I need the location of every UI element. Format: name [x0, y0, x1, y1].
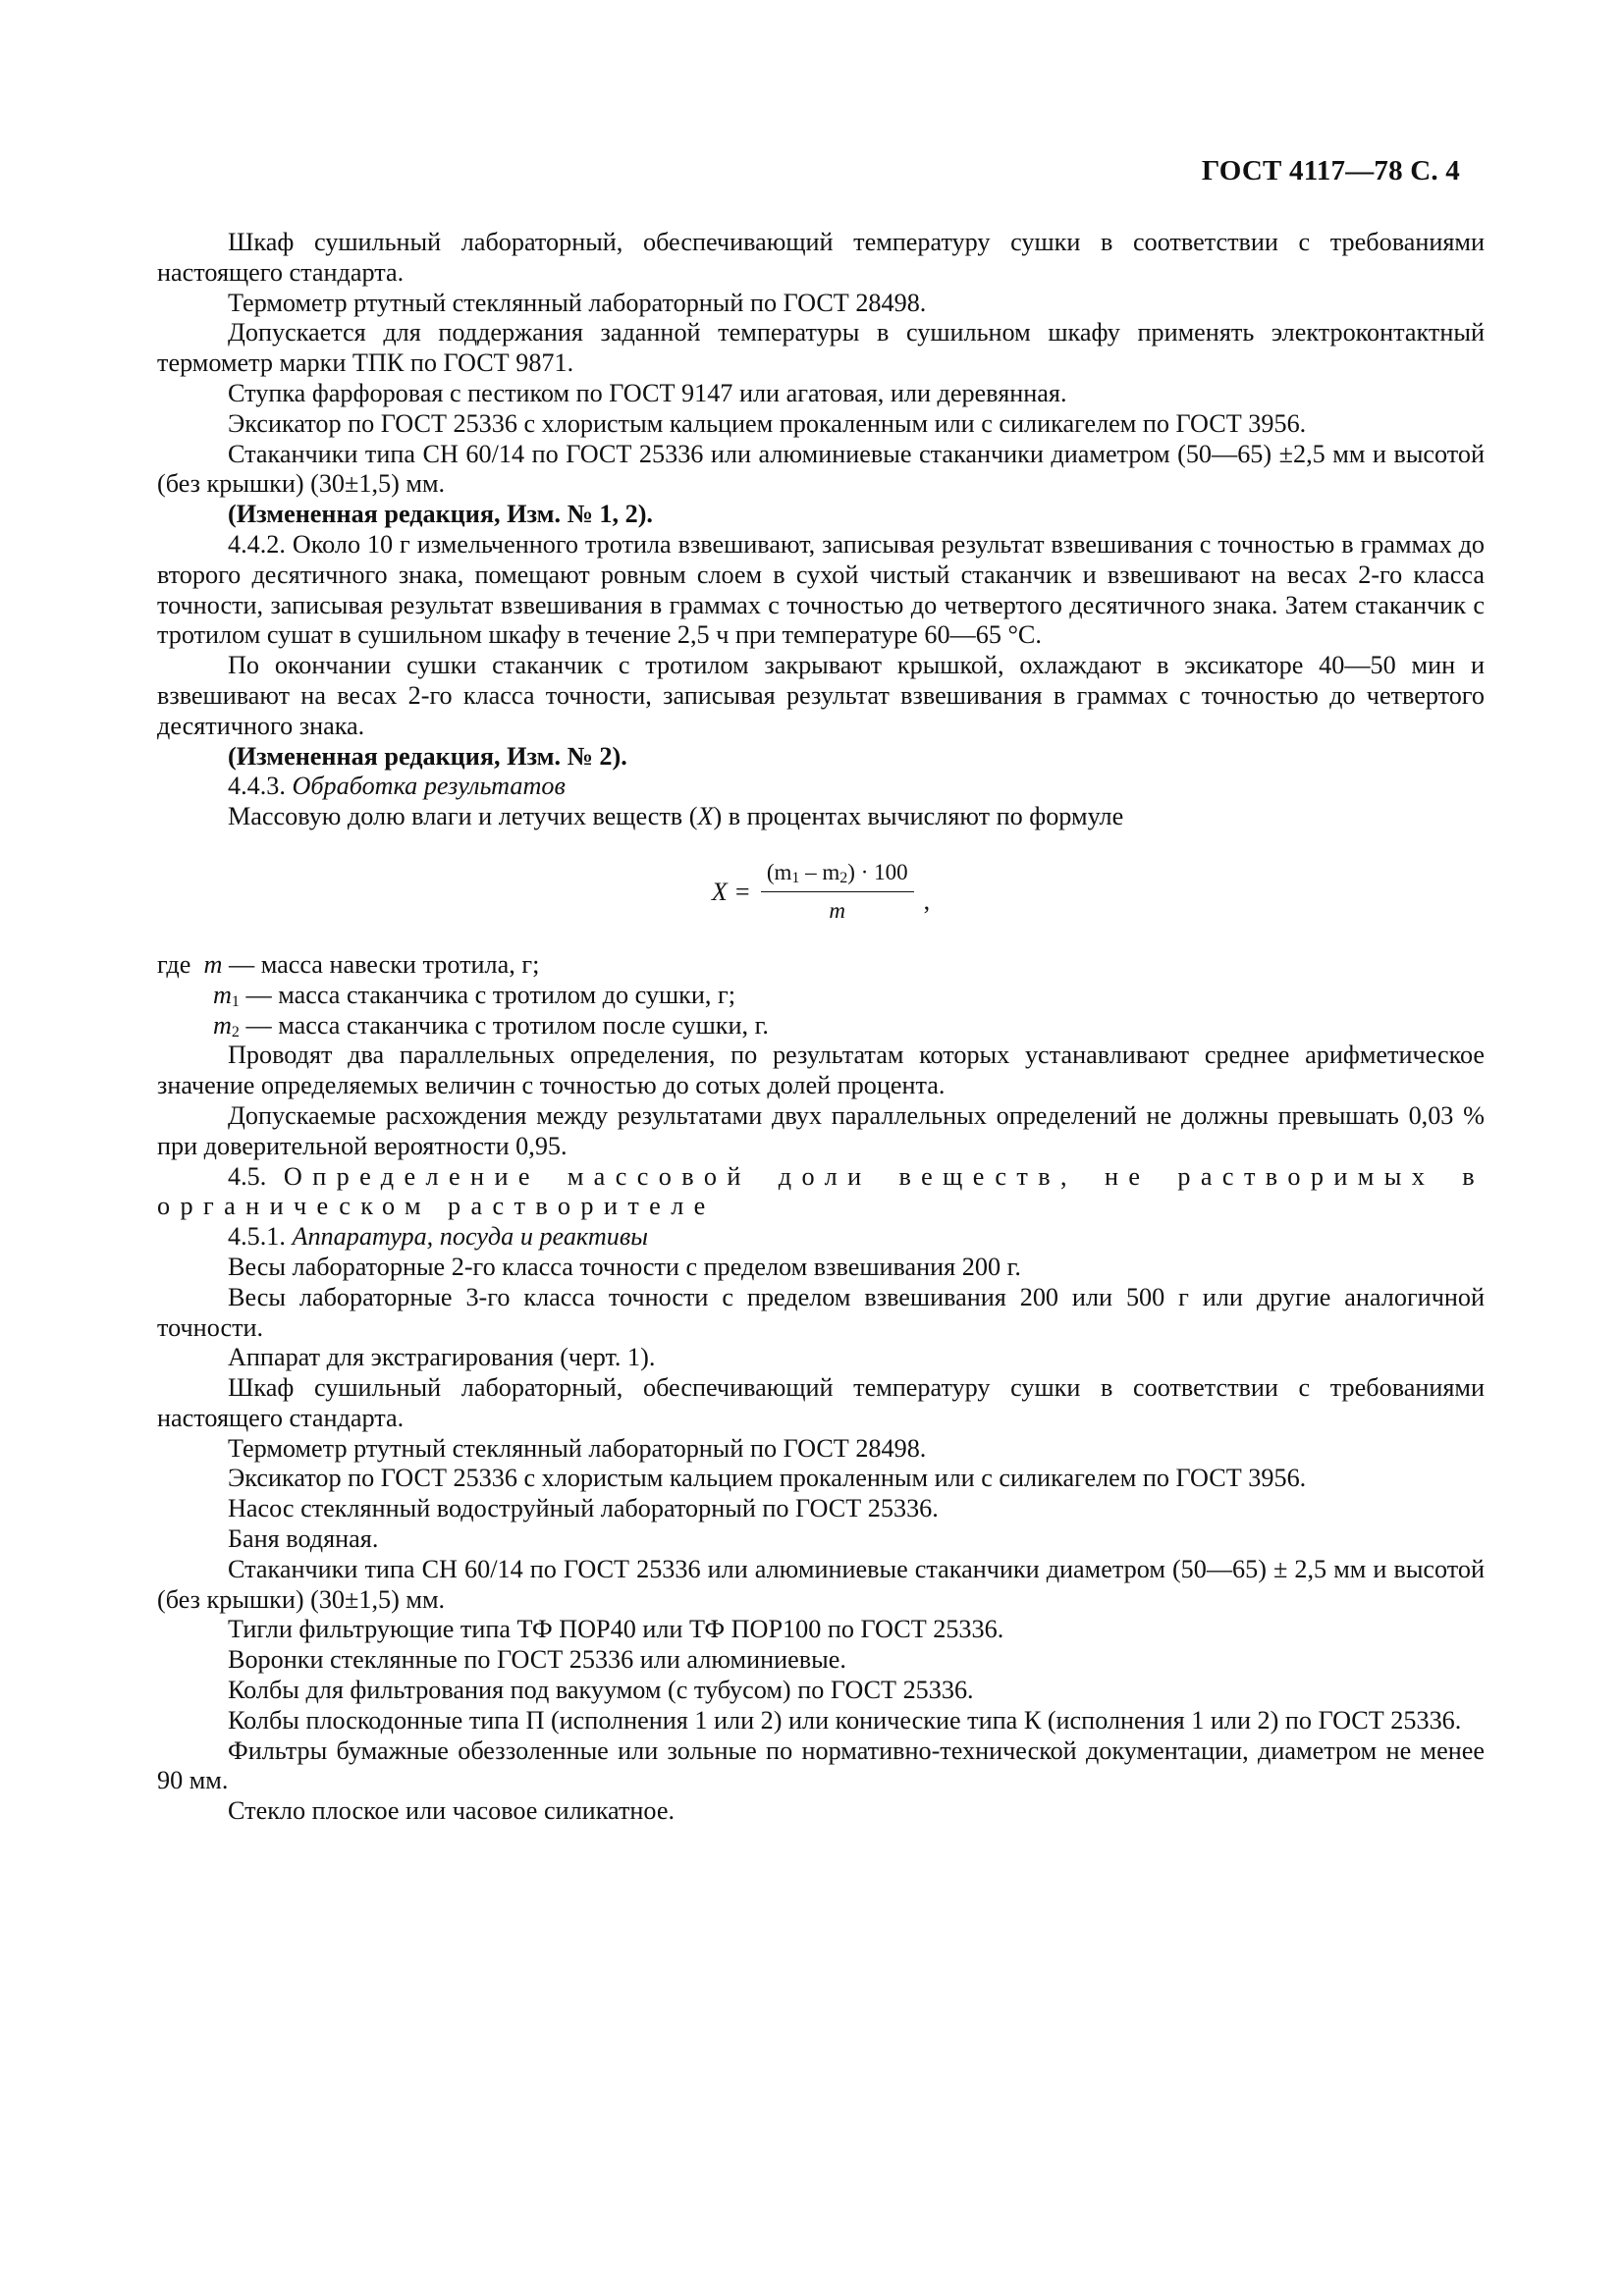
section-title: Обработка результатов — [292, 772, 566, 801]
paragraph: Термометр ртутный стеклянный лабораторный по ГОСТ 28498. — [228, 288, 927, 317]
paragraph: Допускается для поддержания заданной температуры в сушильном шкафу применять электроконтактный термометр марки ТПК по ГОСТ 9871. — [157, 318, 1485, 378]
paragraph: 4.4.2. Около 10 г измельченного тротила взвешивают, записывая результат взвешивания с точностью в граммах до второго десятичного знака, помещают ровным слоем в сухой чистый стаканчик и взвешивают на весах 2-го класса точности, записывая результат взвешивания в граммах с точностью до четвертого десятичного знака. Затем стаканчик с тротилом сушат в сушильном шкафу в течение 2,5 ч при температуре 60—65 °С. — [157, 529, 1485, 650]
where-line: $m_2$ — масса стаканчика с тротилом после сушки, г. — [213, 1010, 769, 1041]
variable-x: X — [697, 802, 714, 831]
formula-lhs: X = — [711, 877, 751, 906]
formula-fraction — [761, 858, 914, 928]
paragraph: Проводят два параллельных определения, по результатам которых устанавливают среднее арифметическое значение определяемых величин с точностью до сотых долей процента. — [157, 1041, 1485, 1100]
paragraph: Весы лабораторные 3-го класса точности с пределом взвешивания 200 или 500 г или другие аналогичной точности. — [157, 1282, 1485, 1342]
amendment-note: (Измененная редакция, Изм. № 1, 2). — [228, 500, 653, 529]
where-line: $m_1$ — масса стаканчика с тротилом до сушки, г; — [213, 980, 735, 1010]
amendment-note: (Измененная редакция, Изм. № 2). — [228, 741, 627, 771]
paragraph: Тигли фильтрующие типа ТФ ПОР40 или ТФ ПОР100 по ГОСТ 25336. — [228, 1615, 1004, 1644]
paragraph: Эксикатор по ГОСТ 25336 с хлористым кальцием прокаленным или с силикагелем по ГОСТ 3956. — [228, 408, 1307, 438]
section-heading — [157, 1162, 1485, 1223]
paragraph: Воронки стеклянные по ГОСТ 25336 или алюминиевые. — [228, 1645, 846, 1675]
document-body — [157, 228, 1485, 1827]
section-title: Определение массовой доли веществ, не растворимых в органическом растворителе — [157, 1161, 1486, 1221]
section-title: Аппаратура, посуда и реактивы — [292, 1222, 648, 1252]
paragraph: Эксикатор по ГОСТ 25336 с хлористым кальцием прокаленным или с силикагелем по ГОСТ 3956. — [228, 1464, 1307, 1493]
section-number: 4.5.1. — [228, 1222, 286, 1252]
paragraph: Ступка фарфоровая с пестиком по ГОСТ 9147 или агатовая, или деревянная. — [228, 378, 1067, 407]
paragraph: Шкаф сушильный лабораторный, обеспечивающий температуру сушки в соответствии с требованиями настоящего стандарта. — [157, 1373, 1485, 1432]
section-number: 4.4.3. — [228, 772, 286, 801]
paragraph: Массовую долю влаги и летучих веществ (X) в процентах вычисляют по формуле — [228, 802, 1124, 831]
paragraph: Весы лабораторные 2-го класса точности с пределом взвешивания 200 г. — [228, 1252, 1021, 1281]
paragraph: Баня водяная. — [228, 1524, 379, 1554]
section-heading — [157, 772, 1485, 802]
page-header: ГОСТ 4117—78 С. 4 — [1201, 155, 1460, 187]
paragraph: Аппарат для экстрагирования (черт. 1). — [228, 1343, 656, 1372]
paragraph: Насос стеклянный водоструйный лабораторный по ГОСТ 25336. — [228, 1494, 939, 1523]
paragraph: Допускаемые расхождения между результатами двух параллельных определений не должны превышать 0,03 % при доверительной вероятности 0,95. — [157, 1100, 1485, 1160]
paragraph: По окончании сушки стаканчик с тротилом закрывают крышкой, охлаждают в эксикаторе 40—50 мин и взвешивают на весах 2-го класса точности, записывая результат взвешивания в граммах с точностью до четвертого десятичного знака. — [157, 651, 1485, 740]
paragraph: Колбы для фильтрования под вакуумом (с тубусом) по ГОСТ 25336. — [228, 1676, 974, 1705]
paragraph: Шкаф сушильный лабораторный, обеспечивающий температуру сушки в соответствии с требованиями настоящего стандарта. — [157, 228, 1485, 287]
paragraph: Фильтры бумажные обеззоленные или зольные по нормативно-технической документации, диаметром не менее 90 мм. — [157, 1735, 1485, 1795]
paragraph: Стаканчики типа СН 60/14 по ГОСТ 25336 или алюминиевые стаканчики диаметром (50—65) ± 2,5 мм и высотой (без крышки) (30±1,5) мм. — [157, 1554, 1485, 1614]
paragraph: Стаканчики типа СН 60/14 по ГОСТ 25336 или алюминиевые стаканчики диаметром (50—65) ±2,5 мм и высотой (без крышки) (30±1,5) мм. — [157, 439, 1485, 499]
where-line: где m — масса навески тротила, г; — [157, 949, 540, 979]
formula: X = $\frac{(m_1 - m_2) \cdot 100}{m}$ , — [157, 838, 1485, 946]
paragraph: Колбы плоскодонные типа П (исполнения 1 или 2) или конические типа К (исполнения 1 или 2) по ГОСТ 25336. — [228, 1705, 1462, 1735]
section-number: 4.5. — [228, 1161, 267, 1191]
formula-denominator: m — [829, 898, 846, 924]
paragraph: Термометр ртутный стеклянный лабораторный по ГОСТ 28498. — [228, 1433, 927, 1463]
formula-numerator: $(m_1 - m_2) \cdot 100$ — [761, 858, 914, 893]
section-heading — [157, 1222, 1485, 1253]
paragraph: Стекло плоское или часовое силикатное. — [228, 1796, 676, 1826]
